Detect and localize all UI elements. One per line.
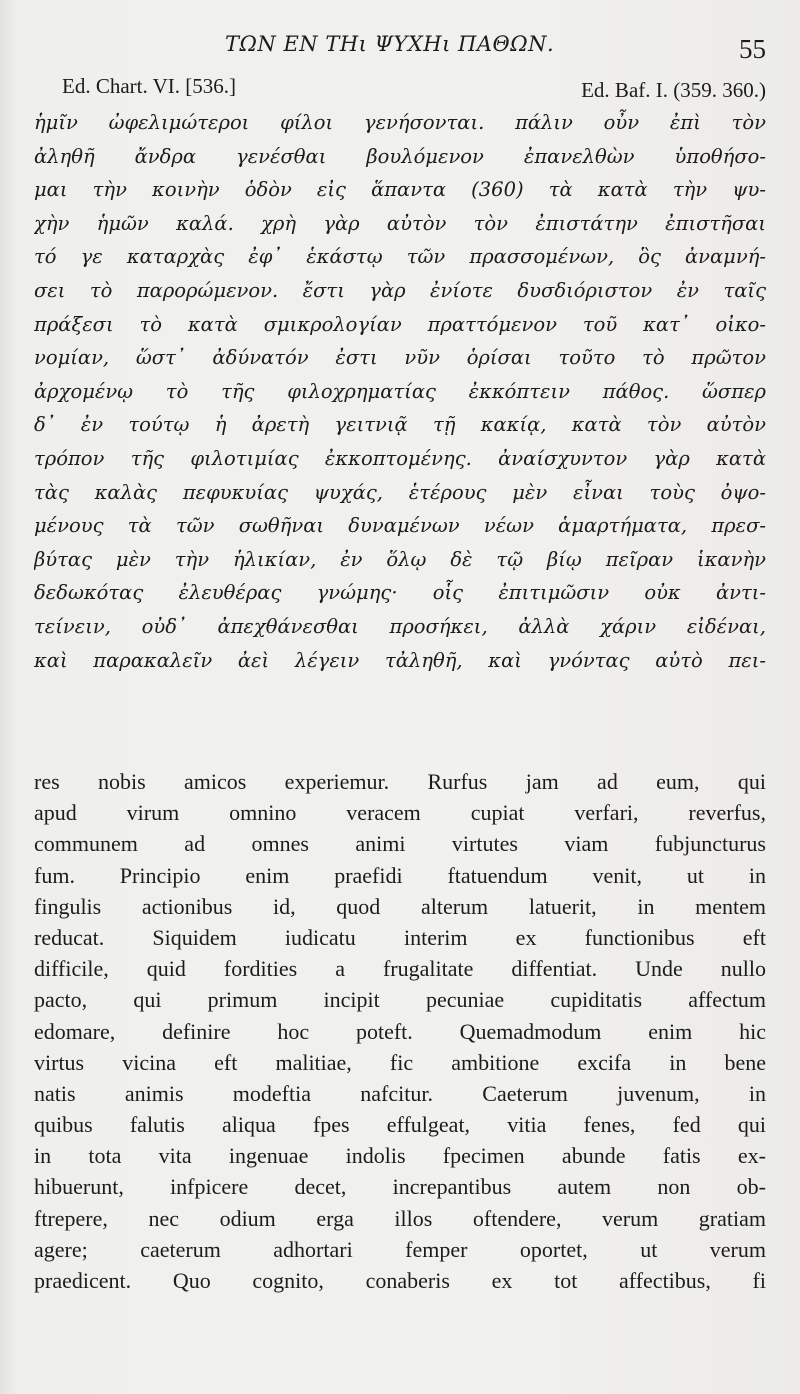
latin-translation bbox=[34, 766, 766, 1296]
greek-line: ἀρχομένῳ τὸ τῆς φιλοχρηματίας ἐκκόπτειν πάθος. ὥσπερ bbox=[34, 379, 766, 403]
greek-line: ἀληθῆ ἄνδρα γενέσθαι βουλόμενον ἐπανελθὼν ὑποθήσο- bbox=[34, 144, 766, 168]
running-head bbox=[0, 30, 800, 70]
greek-line: τὰς καλὰς πεφυκυίας ψυχάς, ἑτέρους μὲν εἶναι τοὺς ὀψο- bbox=[34, 480, 766, 504]
greek-line: ἡμῖν ὠφελιμώτεροι φίλοι γενήσονται. πάλιν οὖν ἐπὶ τὸν bbox=[34, 111, 766, 134]
latin-line: edomare, definire hoc poteft. Quemadmodum enim hic bbox=[34, 1018, 766, 1044]
greek-line: πράξεσι τὸ κατὰ σμικρολογίαν πραττόμενον τοῦ κατ᾽ οἰκο- bbox=[34, 312, 766, 336]
greek-line: τείνειν, οὐδ᾽ ἀπεχθάνεσθαι προσήκει, ἀλλὰ χάριν εἰδέναι, bbox=[34, 614, 766, 638]
edition-ref-basel: Ed. Baf. I. (359. 360.) bbox=[581, 78, 766, 102]
latin-line: communem ad omnes animi virtutes viam fubjuncturus bbox=[34, 831, 766, 857]
greek-line: τό γε καταρχὰς ἐφ᾽ ἑκάστῳ τῶν πρασσομένων, ὃς ἀναμνή- bbox=[34, 245, 766, 269]
latin-line: fum. Principio enim praefidi ftatuendum venit, ut in bbox=[34, 862, 766, 888]
greek-line: νομίαν, ὥστ᾽ ἀδύνατόν ἐστι νῦν ὁρίσαι τοῦτο τὸ πρῶτον bbox=[34, 346, 766, 370]
greek-line: μαι τὴν κοινὴν ὁδὸν εἰς ἅπαντα (360) τὰ κατὰ τὴν ψυ- bbox=[34, 178, 766, 202]
edition-references bbox=[62, 74, 766, 102]
latin-line: quibus falutis aliqua fpes effulgeat, vitia fenes, fed qui bbox=[34, 1112, 766, 1138]
greek-line: καὶ παρακαλεῖν ἀεὶ λέγειν τἀληθῆ, καὶ γνόντας αὐτὸ πει- bbox=[34, 648, 766, 672]
latin-line: difficile, quid fordities a frugalitate diffentiat. Unde nullo bbox=[34, 956, 766, 982]
page-number: 55 bbox=[739, 34, 766, 64]
latin-line: in tota vita ingenuae indolis fpecimen abunde fatis ex- bbox=[34, 1143, 766, 1169]
latin-line: pacto, qui primum incipit pecuniae cupiditatis affectum bbox=[34, 987, 766, 1013]
latin-line: virtus vicina eft malitiae, fic ambitione excifa in bene bbox=[34, 1049, 766, 1075]
latin-line: ftrepere, nec odium erga illos oftendere, verum gratiam bbox=[34, 1205, 766, 1231]
greek-text bbox=[34, 106, 766, 677]
greek-line: σει τὸ παρορώμενον. ἔστι γὰρ ἐνίοτε δυσδιόριστον ἐν ταῖς bbox=[34, 278, 766, 302]
latin-line: hibuerunt, infpicere decet, increpantibus autem non ob- bbox=[34, 1174, 766, 1200]
running-title: ΤΩΝ ΕΝ ΤΗι ΨΥΧΗι ΠΑΘΩΝ. bbox=[225, 32, 555, 56]
latin-line: reducat. Siquidem iudicatu interim ex functionibus eft bbox=[34, 924, 766, 950]
latin-line: natis animis modeftia nafcitur. Caeterum juvenum, in bbox=[34, 1080, 766, 1106]
greek-line: δεδωκότας ἐλευθέρας γνώμης· οἷς ἐπιτιμῶσιν οὐκ ἀντι- bbox=[34, 581, 766, 605]
greek-line: μένους τὰ τῶν σωθῆναι δυναμένων νέων ἁμαρτήματα, πρεσ- bbox=[34, 514, 766, 538]
latin-line: apud virum omnino veracem cupiat verfari, reverfus, bbox=[34, 800, 766, 826]
greek-line: δ᾽ ἐν τούτῳ ἡ ἀρετὴ γειτνιᾷ τῇ κακίᾳ, κατὰ τὸν αὐτὸν bbox=[34, 413, 766, 437]
edition-ref-chartier: Ed. Chart. VI. [536.] bbox=[62, 74, 236, 98]
greek-line: τρόπον τῆς φιλοτιμίας ἐκκοπτομένης. ἀναίσχυντον γὰρ κατὰ bbox=[34, 446, 766, 470]
latin-line: praedicent. Quo cognito, conaberis ex tot affectibus, fi bbox=[34, 1268, 766, 1293]
latin-line: agere; caeterum adhortari femper oportet, ut verum bbox=[34, 1236, 766, 1262]
greek-line: χὴν ἡμῶν καλά. χρὴ γὰρ αὐτὸν τὸν ἐπιστάτην ἐπιστῆσαι bbox=[34, 211, 766, 235]
latin-line: fingulis actionibus id, quod alterum latuerit, in mentem bbox=[34, 893, 766, 919]
latin-line: res nobis amicos experiemur. Rurfus jam ad eum, qui bbox=[34, 769, 766, 794]
greek-line: βύτας μὲν τὴν ἡλικίαν, ἐν ὅλῳ δὲ τῷ βίῳ πεῖραν ἱκανὴν bbox=[34, 547, 766, 571]
